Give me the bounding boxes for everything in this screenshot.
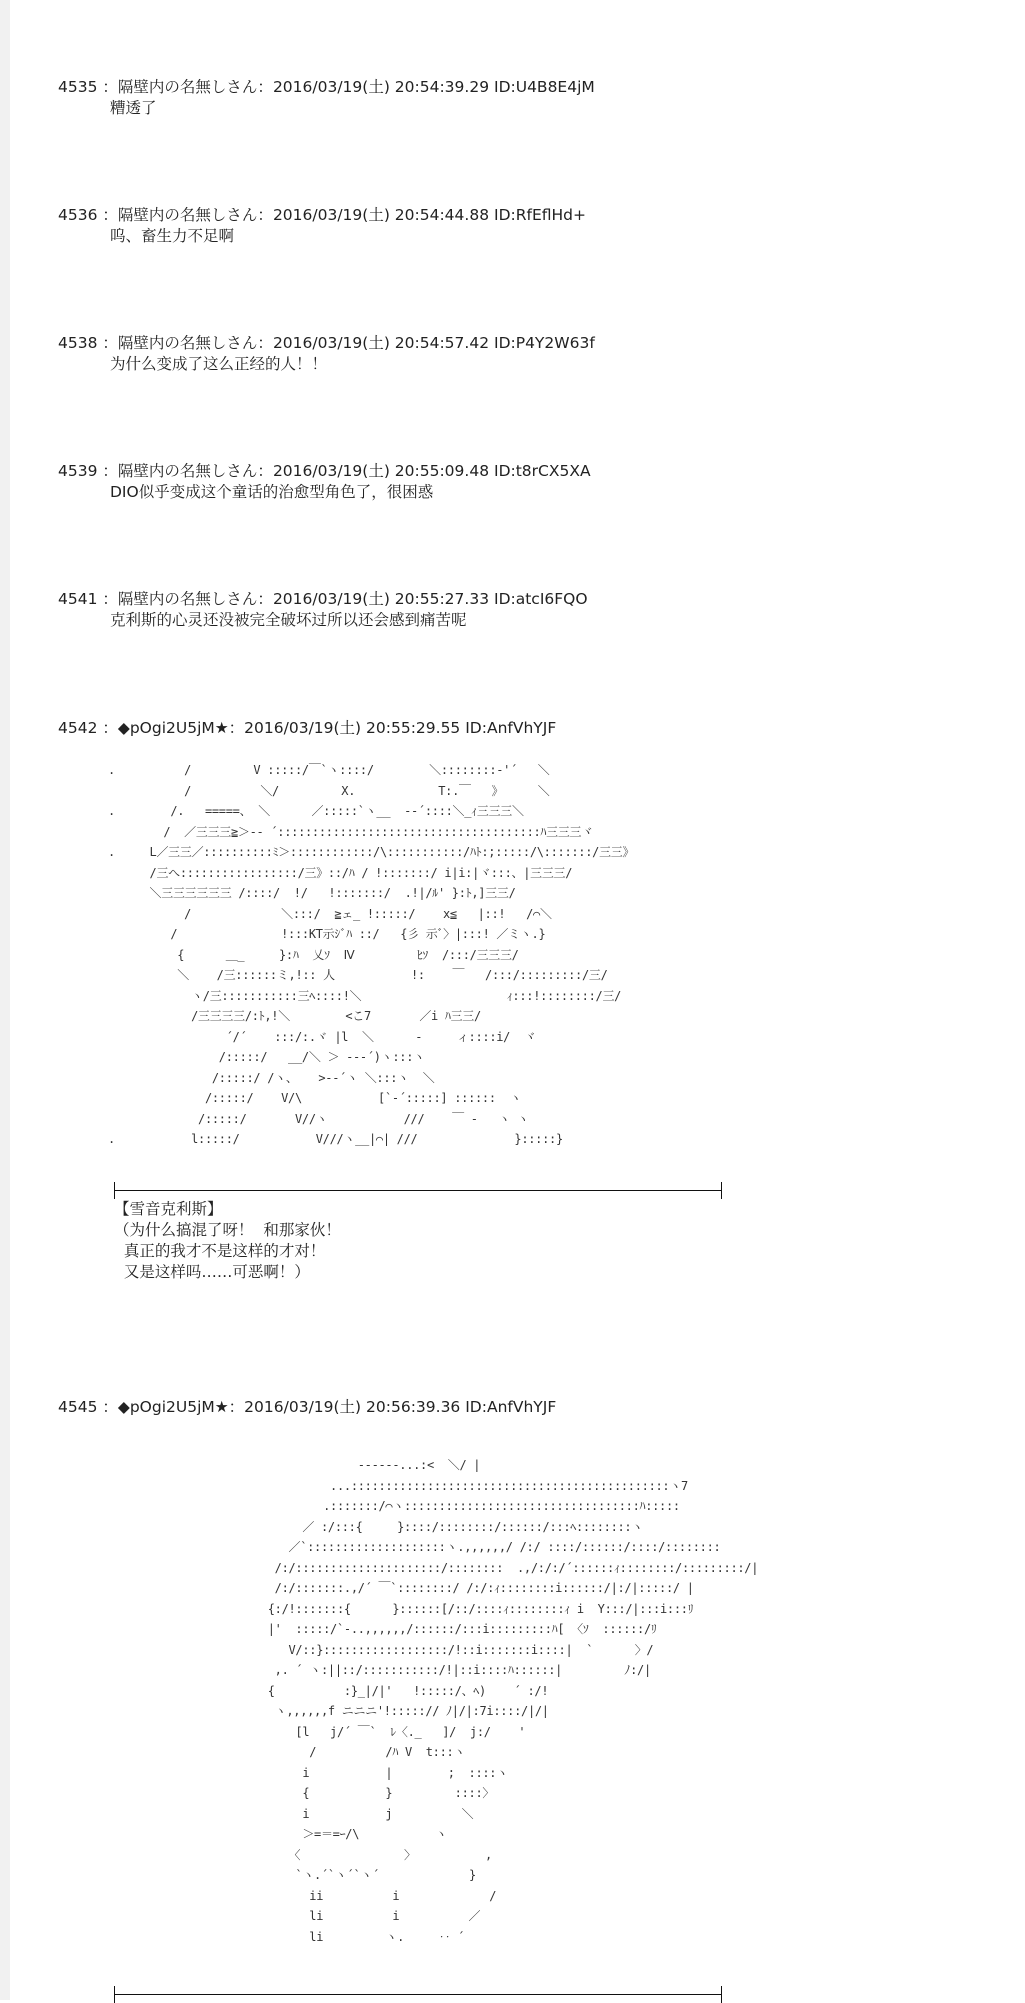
post-header: 4542 ：◆pOgi2U5jM★：2016/03/19(土) 20:55:29.55 ID:AnfVhYJF [58,719,557,737]
dialogue-caption [114,1199,341,1283]
poster-name: 隔壁内の名無しさん [117,78,258,96]
panel-divider [114,1994,722,1995]
post-header: 4541 ：隔壁内の名無しさん：2016/03/19(土) 20:55:27.33 ID:atcI6FQO [58,590,588,608]
post-header: 4535 ：隔壁内の名無しさん：2016/03/19(土) 20:54:39.29 ID:U4B8E4jM [58,78,595,96]
post-4541 [58,589,588,631]
panel-divider [114,1190,722,1191]
post-id: ID:atcI6FQO [494,590,588,608]
poster-name: 隔壁内の名無しさん [117,462,258,480]
poster-name: 隔壁内の名無しさん [117,206,258,224]
post-id: ID:P4Y2W63f [494,334,595,352]
poster-name: ◆pOgi2U5jM★ [117,719,229,737]
post-id: ID:AnfVhYJF [465,1398,557,1416]
post-date: 2016/03/19(土) 20:55:27.33 [272,590,490,608]
dialogue-line: 又是这样吗……可恶啊！） [114,1263,310,1281]
post-4538 [58,333,595,375]
ascii-art-chris-standing: -‐‐‐‐-...:< ＼/ | ...::::::::::::::::::::::::::::::::::::::::::::::ヽ7 .:::::::/⌒ヽ::::::::::::::::::::::::::::::::::ﾊ::::: ／ :/:::{ }::::/::::::::/::::::/:::ﾍ::::::::ヽ ／`::::::::::::::::::::ヽ.,,,,,,/ /:/ ::::/::::::/::::/:::::::: /:/:::::::::::::::::::::/:::::::: .,/:/:/´::::::ｨ::::::::/:::::::::/| /:/:::::::.,/´ ￣`::::::::/ /:/:ｨ::::::::i::::::/|:/|:::::/ | {:/!:::::::{ }::::::[/::/::::ｨ::::::::ｨ i Y:::/|:::i:::ﾘ |' :::::/`‐..,,,,,,/::::::/:::i:::::::::ﾊ[ 〈ｿ ::::::/ﾘ V/::}::::::::::::::::::/!::i:::::::i::::| ` 〉/ ,. ´ ヽ:||::/:::::::::::/!|::i::::ﾊ::::::| ﾉ:/| { :}_|/|' !:::::/、ﾍ) ´ :/! ヽ,,,,,,f ニニニ'!:::::// ﾉ|/|:7i::::/|/| [l j/´ ￣` ﾚ〈._ ]/ j:/ ' / /ﾊ V t:::ヽ i | ; ::::ヽ { } ::::〉 i j ＼ ＞=＝=ｰ/\ ヽ 〈 〉 , `ヽ.´`ヽ´`ヽ´ } ii i / li i ／ li ヽ. ‥ ´ [267,1458,759,1944]
post-id: ID:t8rCX5XA [494,462,591,480]
poster-name: 隔壁内の名無しさん [117,590,258,608]
post-body: 克利斯的心灵还没被完全破坏过所以还会感到痛苦呢 [110,611,467,629]
page-margin [0,0,10,2000]
post-date: 2016/03/19(土) 20:54:57.42 [272,334,490,352]
post-4535 [58,77,595,119]
post-header: 4539 ：隔壁内の名無しさん：2016/03/19(土) 20:55:09.48 ID:t8rCX5XA [58,462,591,480]
post-date: 2016/03/19(土) 20:55:29.55 [244,719,461,737]
ascii-art-chris-crying: . / V :::::/￣`ヽ::::/ ＼::::::::‐'´ ＼ / ＼/ X. T:.￣ 》 ＼ . /. =====、 ＼ ／:::::`ヽ__ -‐´::::＼_ｨ三三三＼ / ／三三三≧＞‐- ´::::::::::::::::::::::::::::::::::::::ﾊ三三三ヾ . L／三三／::::::::::ﾐ＞::::::::::::/\:::::::::::/ﾊﾄ:;:::::/\:::::::/三三》 /三へ:::::::::::::::::/三》::/ﾊ / !:::::::/ i|i:|ヾ:::、|三三三/ ＼三三三三三三 /::::/ !/ !:::::::/ .!|/ﾙ' }:ﾄ,]三三/ / ＼:::/ ≧ェ_ !:::::/ x≦ |::! /⌒＼ / !:::KT示ｼﾞﾊ ::/ {彡 示ﾞ〉|:::! ／ミヽ.} { ＿_ }:ﾊ 乂ｿ Ⅳ ﾋｿ /:::/三三三/ ＼ /三::::::ミ,!:: 人 !: ￣ /:::/:::::::::/三/ ヽ/三:::::::::::三ﾍ::::!＼ ｨ:::!::::::::/三/ /三三三三/:ﾄ,!＼ <こ7 ／i ﾊ三三/ ´/´ :::/:.ヾ |l ＼ ‐ ィ::::i/ ヾ /:::::/ __/＼ ＞ ‐-‐´)ヽ:::ヽ /:::::/ /ヽ、 >‐-´ヽ ＼:::ヽ ＼ /:::::/ V/\ [`‐´:::::] :::::: ヽ /:::::/ V//ヽ /// ￣ ‐ ヽ ヽ . l:::::/ V///ヽ__|⌒| /// }:::::} [108,763,635,1146]
post-date: 2016/03/19(土) 20:54:44.88 [272,206,490,224]
post-body: 为什么变成了这么正经的人！！ [110,355,328,373]
post-date: 2016/03/19(土) 20:54:39.29 [272,78,490,96]
post-id: ID:AnfVhYJF [465,719,557,737]
post-id: ID:RfEflHd+ [494,206,586,224]
post-date: 2016/03/19(土) 20:56:39.36 [244,1398,461,1416]
post-4539 [58,461,591,503]
poster-name: 隔壁内の名無しさん [117,334,258,352]
post-header: 4545 ：◆pOgi2U5jM★：2016/03/19(土) 20:56:39.36 ID:AnfVhYJF [58,1398,557,1416]
dialogue-line: （为什么搞混了呀！ 和那家伙！ [114,1221,341,1239]
post-header: 4538 ：隔壁内の名無しさん：2016/03/19(土) 20:54:57.42 ID:P4Y2W63f [58,334,595,352]
dialogue-line: 真正的我才不是这样的才对！ [114,1242,326,1260]
post-body: 呜、畜生力不足啊 [110,227,235,245]
post-body: DIO似乎变成这个童话的治愈型角色了，很困惑 [110,483,434,501]
post-date: 2016/03/19(土) 20:55:09.48 [272,462,490,480]
post-4545 [58,1397,556,1418]
poster-name: ◆pOgi2U5jM★ [117,1398,229,1416]
speaker-name: 【雪音克利斯】 [114,1200,223,1218]
post-id: ID:U4B8E4jM [494,78,595,96]
post-body: 糟透了 [110,99,157,117]
post-4536 [58,205,586,247]
post-4542 [58,718,556,739]
post-header: 4536 ：隔壁内の名無しさん：2016/03/19(土) 20:54:44.88 ID:RfEflHd+ [58,206,586,224]
